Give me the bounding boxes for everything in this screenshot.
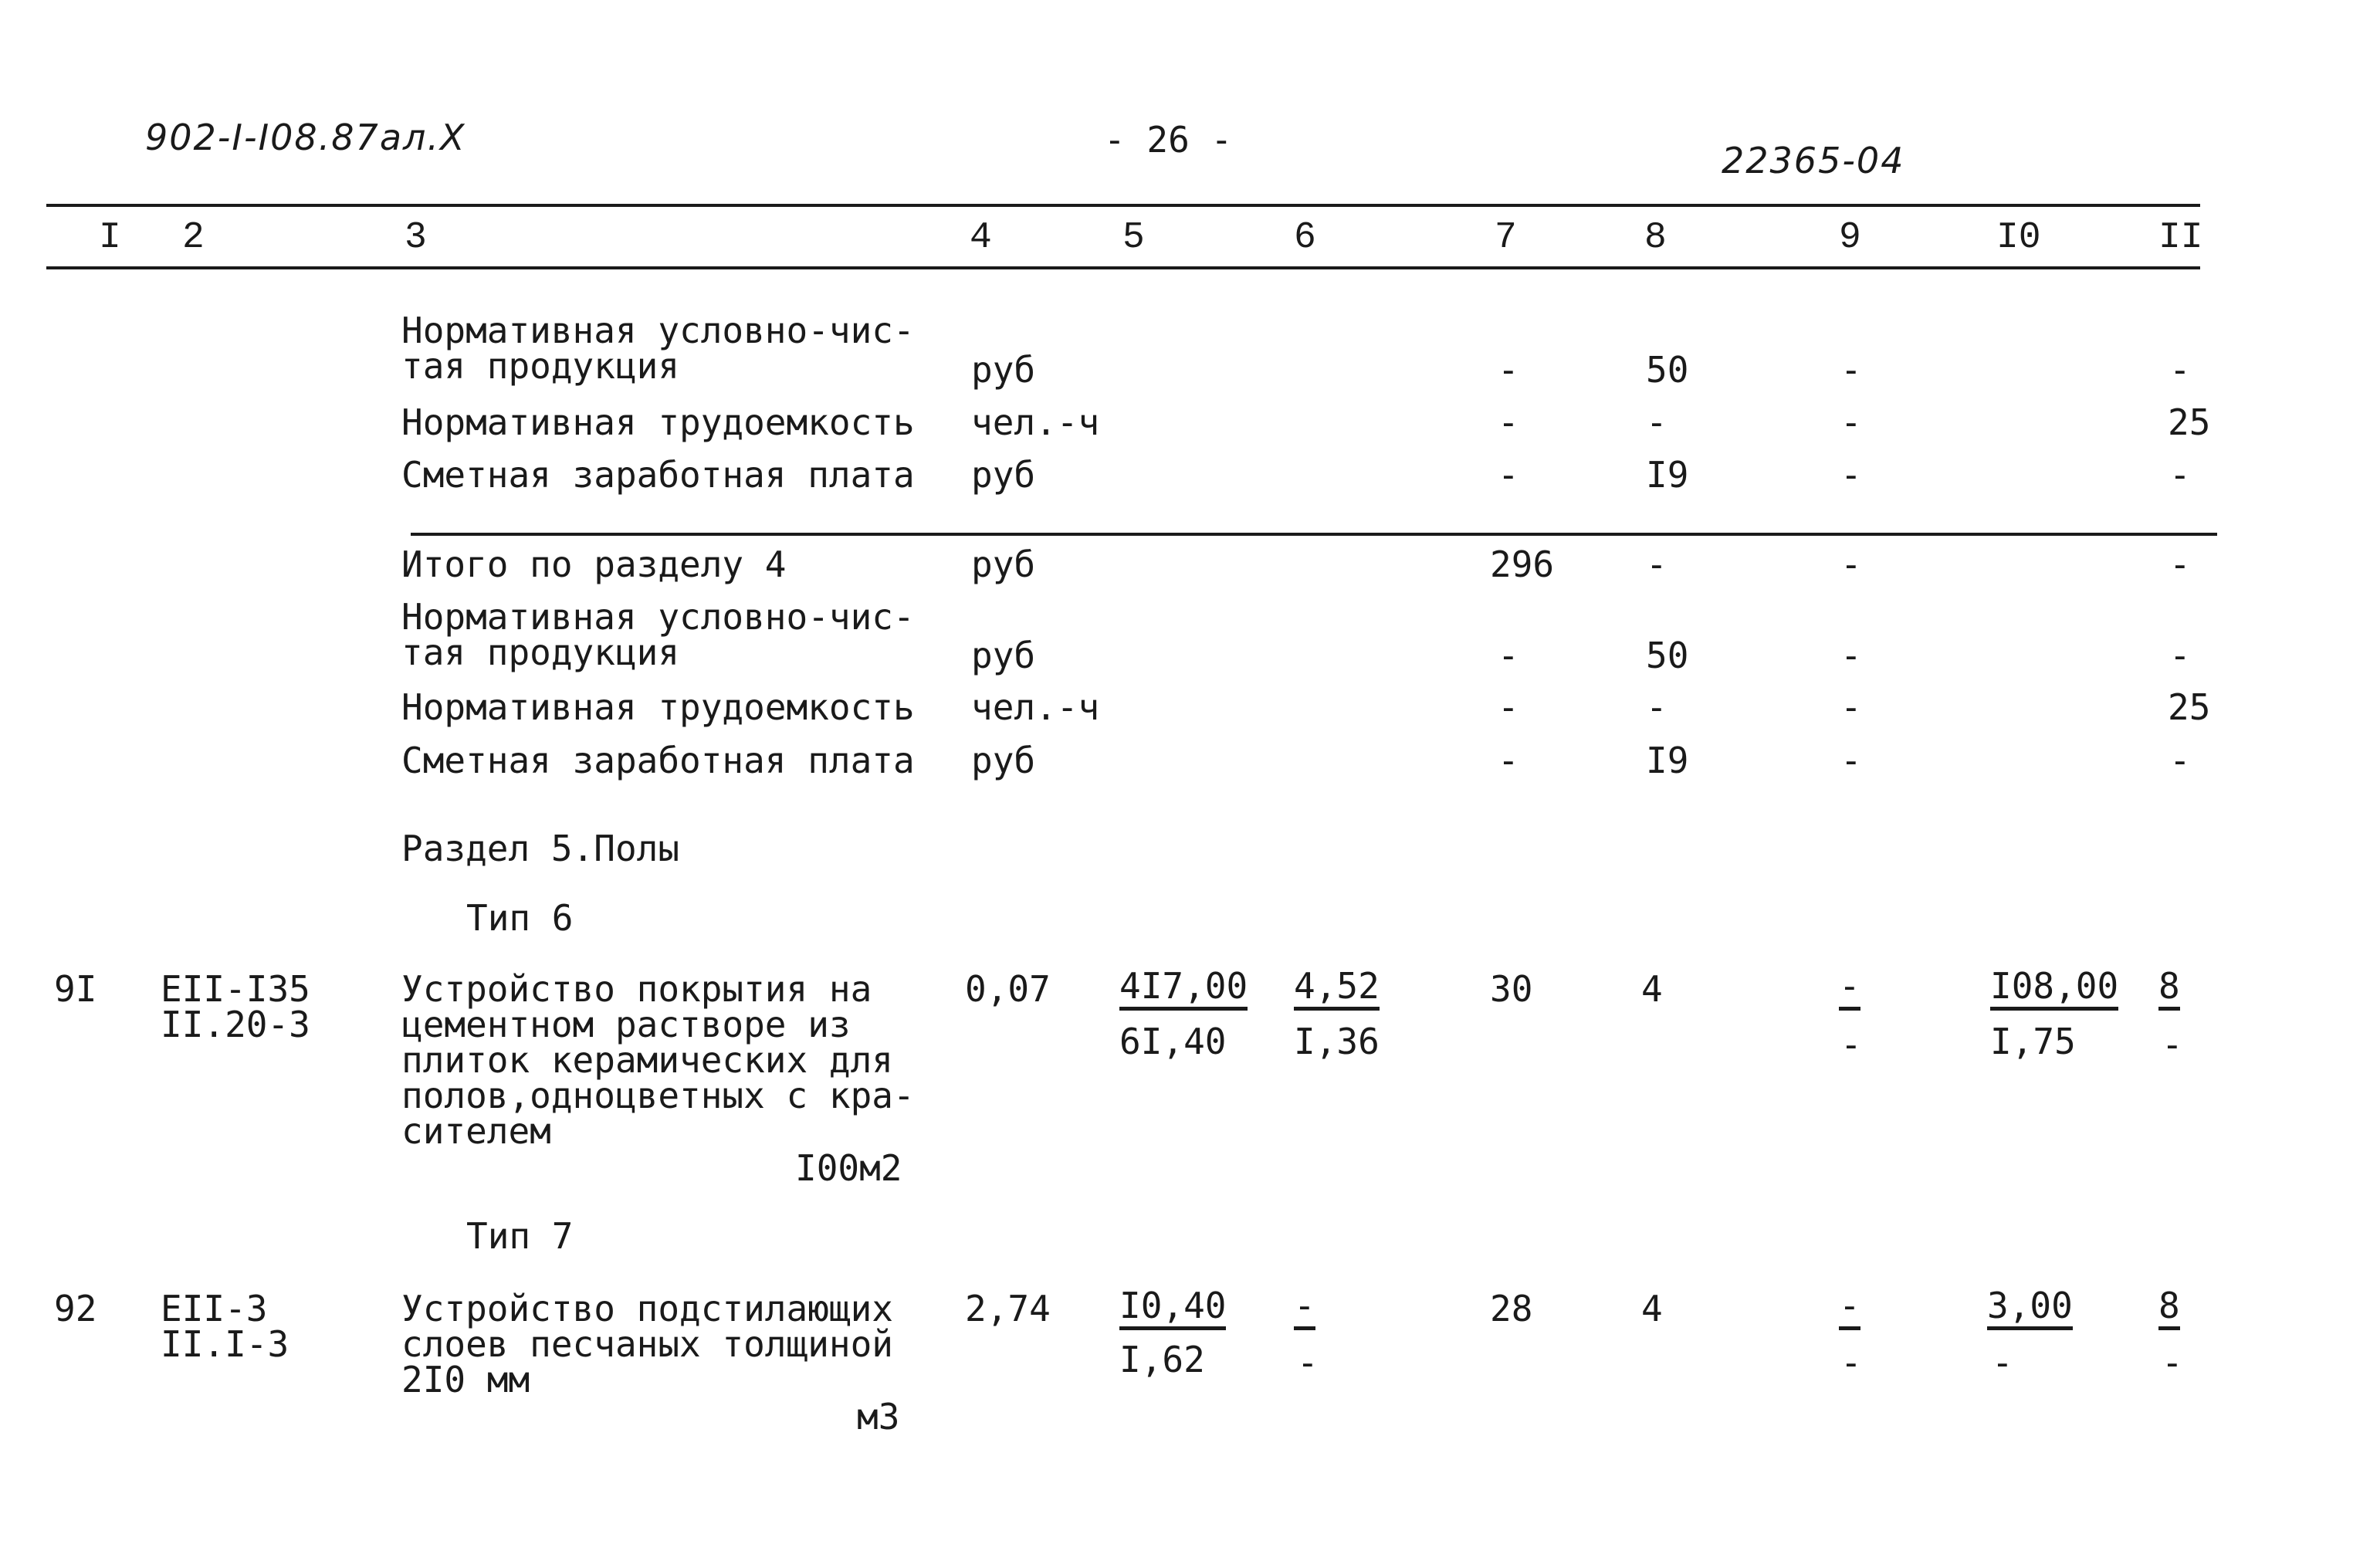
block1-row1-desc: Нормативная условно-чис- тая продукция — [401, 310, 915, 387]
item92-c7: 28 — [1490, 1288, 1533, 1329]
block1-row2-c11: 25 — [2168, 401, 2211, 443]
block2-row1-c7: 296 — [1490, 544, 1555, 585]
type7-title: Тип 7 — [466, 1215, 574, 1257]
block2-row3-c9: - — [1840, 686, 1862, 728]
col-header-2: 2 — [182, 217, 205, 259]
col-header-5: 5 — [1122, 217, 1145, 259]
block1-row2-c9: - — [1840, 401, 1862, 443]
col-header-7: 7 — [1495, 217, 1517, 259]
block2-row4-c8: I9 — [1646, 740, 1689, 781]
block1-row3-c11: - — [2169, 454, 2191, 496]
block2-row4-c11: - — [2169, 740, 2191, 781]
item92-c10-bottom: - — [1992, 1342, 2013, 1383]
block2-row3-desc: Нормативная трудоемкость — [401, 686, 915, 728]
col-header-3: 3 — [405, 217, 427, 259]
block1-row2-c8: - — [1646, 401, 1667, 443]
item92-desc: Устройство подстилающих слоев песчаных толщиной 2I0 мм — [401, 1288, 893, 1400]
col-header-6: 6 — [1294, 217, 1316, 259]
block2-row2-unit: руб — [971, 635, 1036, 676]
item92-c8: 4 — [1641, 1288, 1663, 1329]
block2-row1-c9: - — [1840, 544, 1862, 585]
item91-c11-top: 8 — [2158, 968, 2180, 1011]
block1-row3-desc: Сметная заработная плата — [401, 454, 915, 496]
item92-c9-bottom: - — [1840, 1342, 1862, 1383]
block2-row3-c8: - — [1646, 686, 1667, 728]
block2-row1-c8: - — [1646, 544, 1667, 585]
section-total-rule — [411, 533, 2217, 536]
header-bottom-rule — [46, 266, 2200, 269]
block1-row2-c7: - — [1498, 401, 1519, 443]
item91-c7: 30 — [1490, 968, 1533, 1010]
item91-c10-top: I08,00 — [1990, 968, 2118, 1011]
block1-row3-c7: - — [1498, 454, 1519, 496]
item92-number: 92 — [54, 1288, 97, 1329]
block2-row1-desc: Итого по разделу 4 — [401, 544, 787, 585]
item91-c5-bottom: 6I,40 — [1119, 1021, 1227, 1062]
col-header-11: II — [2158, 217, 2203, 259]
item92-qty: 2,74 — [965, 1288, 1051, 1329]
block1-row3-unit: руб — [971, 454, 1036, 496]
block2-row4-desc: Сметная заработная плата — [401, 740, 915, 781]
block2-row2-desc: Нормативная условно-чис- тая продукция — [401, 596, 915, 673]
block2-row2-c8: 50 — [1646, 635, 1689, 676]
item91-c8: 4 — [1641, 968, 1663, 1010]
block1-row1-c7: - — [1498, 349, 1519, 391]
item91-c9-top: - — [1839, 968, 1860, 1011]
item92-code: EII-3 II.I-3 — [161, 1288, 289, 1365]
block2-row3-c11: 25 — [2168, 686, 2211, 728]
item91-c5-top: 4I7,00 — [1119, 968, 1248, 1011]
item92-c10-top: 3,00 — [1987, 1288, 2073, 1330]
header-top-rule — [46, 204, 2200, 207]
item91-measure: I00м2 — [795, 1147, 902, 1189]
block1-row3-c9: - — [1840, 454, 1862, 496]
col-header-9: 9 — [1839, 217, 1861, 259]
block2-row1-unit: руб — [971, 544, 1036, 585]
item92-c5-bottom: I,62 — [1119, 1339, 1205, 1380]
item92-c6-top: - — [1294, 1288, 1315, 1330]
item92-c11-top: 8 — [2158, 1288, 2180, 1330]
block1-row1-c8: 50 — [1646, 349, 1689, 391]
item91-c9-bottom: - — [1840, 1024, 1862, 1065]
item92-c6-bottom: - — [1297, 1342, 1319, 1383]
item91-c6-bottom: I,36 — [1294, 1021, 1380, 1062]
block1-row3-c8: I9 — [1646, 454, 1689, 496]
block1-row1-c11: - — [2169, 349, 2191, 391]
item91-c10-bottom: I,75 — [1990, 1021, 2076, 1062]
item91-desc: Устройство покрытия на цементном растворе из плиток керамических для полов,одноцветных с кра- сителем — [401, 968, 915, 1152]
type6-title: Тип 6 — [466, 897, 574, 939]
col-header-1: I — [99, 217, 121, 259]
item91-qty: 0,07 — [965, 968, 1051, 1010]
item92-c9-top: - — [1839, 1288, 1860, 1330]
block2-row2-c9: - — [1840, 635, 1862, 676]
col-header-4: 4 — [970, 217, 992, 259]
item92-c5-top: I0,40 — [1119, 1288, 1226, 1330]
block1-row2-unit: чел.-ч — [971, 401, 1100, 443]
item92-measure: м3 — [857, 1396, 900, 1438]
item91-code: EII-I35 II.20-3 — [161, 968, 310, 1045]
block2-row2-c7: - — [1498, 635, 1519, 676]
archive-number: 22365-04 — [1722, 140, 1905, 181]
item92-c11-bottom: - — [2162, 1342, 2183, 1383]
block1-row2-desc: Нормативная трудоемкость — [401, 401, 915, 443]
block2-row4-c9: - — [1840, 740, 1862, 781]
block2-row3-unit: чел.-ч — [971, 686, 1100, 728]
col-header-8: 8 — [1644, 217, 1667, 259]
block2-row4-unit: руб — [971, 740, 1036, 781]
item91-number: 9I — [54, 968, 97, 1010]
section-title: Раздел 5.Полы — [401, 828, 680, 869]
item91-c11-bottom: - — [2162, 1024, 2183, 1065]
block1-row1-c9: - — [1840, 349, 1862, 391]
block2-row2-c11: - — [2169, 635, 2191, 676]
block2-row4-c7: - — [1498, 740, 1519, 781]
item91-c6-top: 4,52 — [1294, 968, 1380, 1011]
document-code: 902-I-I08.87ал.X — [145, 117, 466, 158]
block2-row3-c7: - — [1498, 686, 1519, 728]
col-header-10: I0 — [1996, 217, 2041, 259]
page-number: - 26 - — [1104, 119, 1233, 161]
block1-row1-unit: руб — [971, 349, 1036, 391]
block2-row1-c11: - — [2169, 544, 2191, 585]
